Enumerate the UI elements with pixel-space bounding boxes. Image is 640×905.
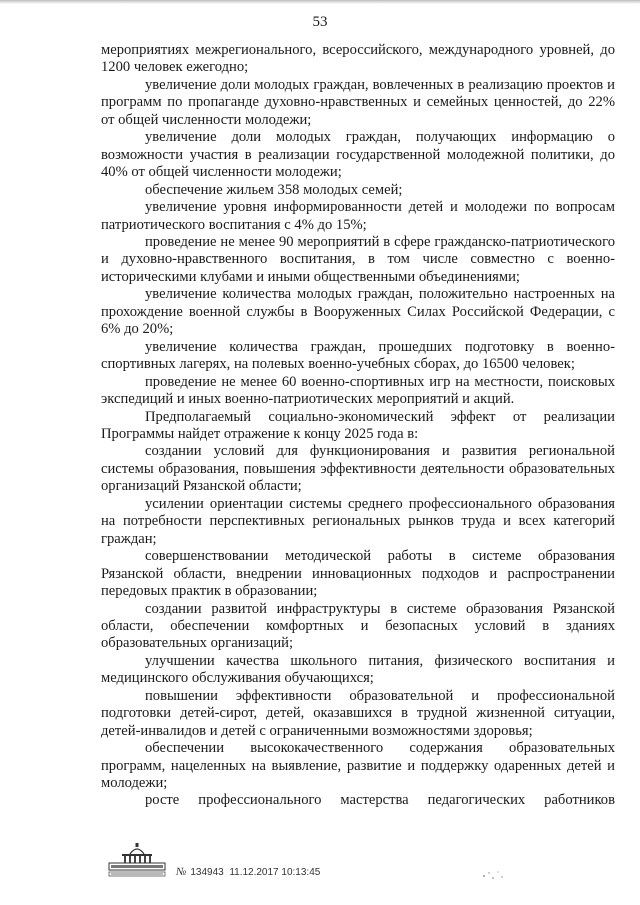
paragraph: обеспечении высококачественного содержания образовательных программ, нацеленных на выявление, развитие и поддержку одаренных детей и молодежи; bbox=[101, 740, 615, 792]
paragraph: создании развитой инфраструктуры в системе образования Рязанской области, обеспечении комфортных и безопасных условий в зданиях образовательных организаций; bbox=[101, 600, 615, 652]
paragraph: повышении эффективности образовательной и профессиональной подготовки детей-сирот, детей, оказавшихся в трудной жизненной ситуации, детей-инвалидов и детей с ограниченными возможностями здоровья; bbox=[101, 687, 615, 739]
number-sign: № bbox=[176, 866, 187, 878]
paragraph: проведение не менее 90 мероприятий в сфере гражданско-патриотического и духовно-нравственного воспитания, в том числе совместно с военно-историческими клубами и иными общественными объединениями; bbox=[101, 233, 615, 285]
scan-edge bbox=[0, 0, 640, 4]
paragraph: усилении ориентации системы среднего профессионального образования на потребности перспективных региональных рынков труда и всех категорий граждан; bbox=[101, 495, 615, 547]
paragraph: совершенствовании методической работы в системе образования Рязанской области, внедрении инновационных подходов и распространении передовых практик в образовании; bbox=[101, 548, 615, 600]
paragraph: мероприятиях межрегионального, всероссийского, международного уровней, до 1200 человек ежегодно; bbox=[101, 42, 615, 76]
paragraph: увеличение количества молодых граждан, положительно настроенных на прохождение военной службы в Вооруженных Силах Российской Федерации, с 6% до 20%; bbox=[101, 286, 615, 338]
registration-stamp bbox=[176, 866, 320, 878]
paragraph: улучшении качества школьного питания, физического воспитания и медицинского обслуживания обучающихся; bbox=[101, 652, 615, 687]
paragraph: обеспечение жильем 358 молодых семей; bbox=[145, 181, 403, 198]
paragraph: создании условий для функционирования и развития региональной системы образования, повышения эффективности деятельности образовательных организаций Рязанской области; bbox=[101, 443, 615, 495]
document-body bbox=[101, 42, 615, 810]
scan-dots-graphic bbox=[478, 864, 508, 884]
paragraph: увеличение доли молодых граждан, вовлеченных в реализацию проектов и программ по пропаганде духовно-нравственных и семейных ценностей, до 22% от общей численности молодежи; bbox=[101, 76, 615, 128]
paragraph: увеличение уровня информированности детей и молодежи по вопросам патриотического воспитания с 4% до 15%; bbox=[101, 199, 615, 233]
paragraph: росте профессионального мастерства педагогических работников bbox=[145, 792, 615, 809]
paragraph: проведение не менее 60 военно-спортивных игр на местности, поисковых экспедиций и иных военно-патриотических мероприятий и акций. bbox=[101, 373, 615, 408]
government-building-emblem-icon bbox=[108, 842, 166, 878]
emblem-graphic bbox=[108, 842, 166, 878]
paragraph: Предполагаемый социально-экономический эффект от реализации Программы найдет отражение к концу 2025 года в: bbox=[101, 408, 615, 442]
scan-marks bbox=[478, 864, 508, 884]
page-number: 53 bbox=[312, 14, 328, 30]
paragraph: увеличение доли молодых граждан, получающих информацию о возможности участия в реализации государственной молодежной политики, до 40% от общей численности молодежи; bbox=[101, 129, 615, 181]
document-number: 134943 bbox=[190, 867, 224, 878]
paragraph: увеличение количества граждан, прошедших подготовку в военно-спортивных лагерях, на полевых военно-учебных сборах, до 16500 человек; bbox=[101, 338, 615, 373]
registration-timestamp: 11.12.2017 10:13:45 bbox=[229, 867, 321, 878]
